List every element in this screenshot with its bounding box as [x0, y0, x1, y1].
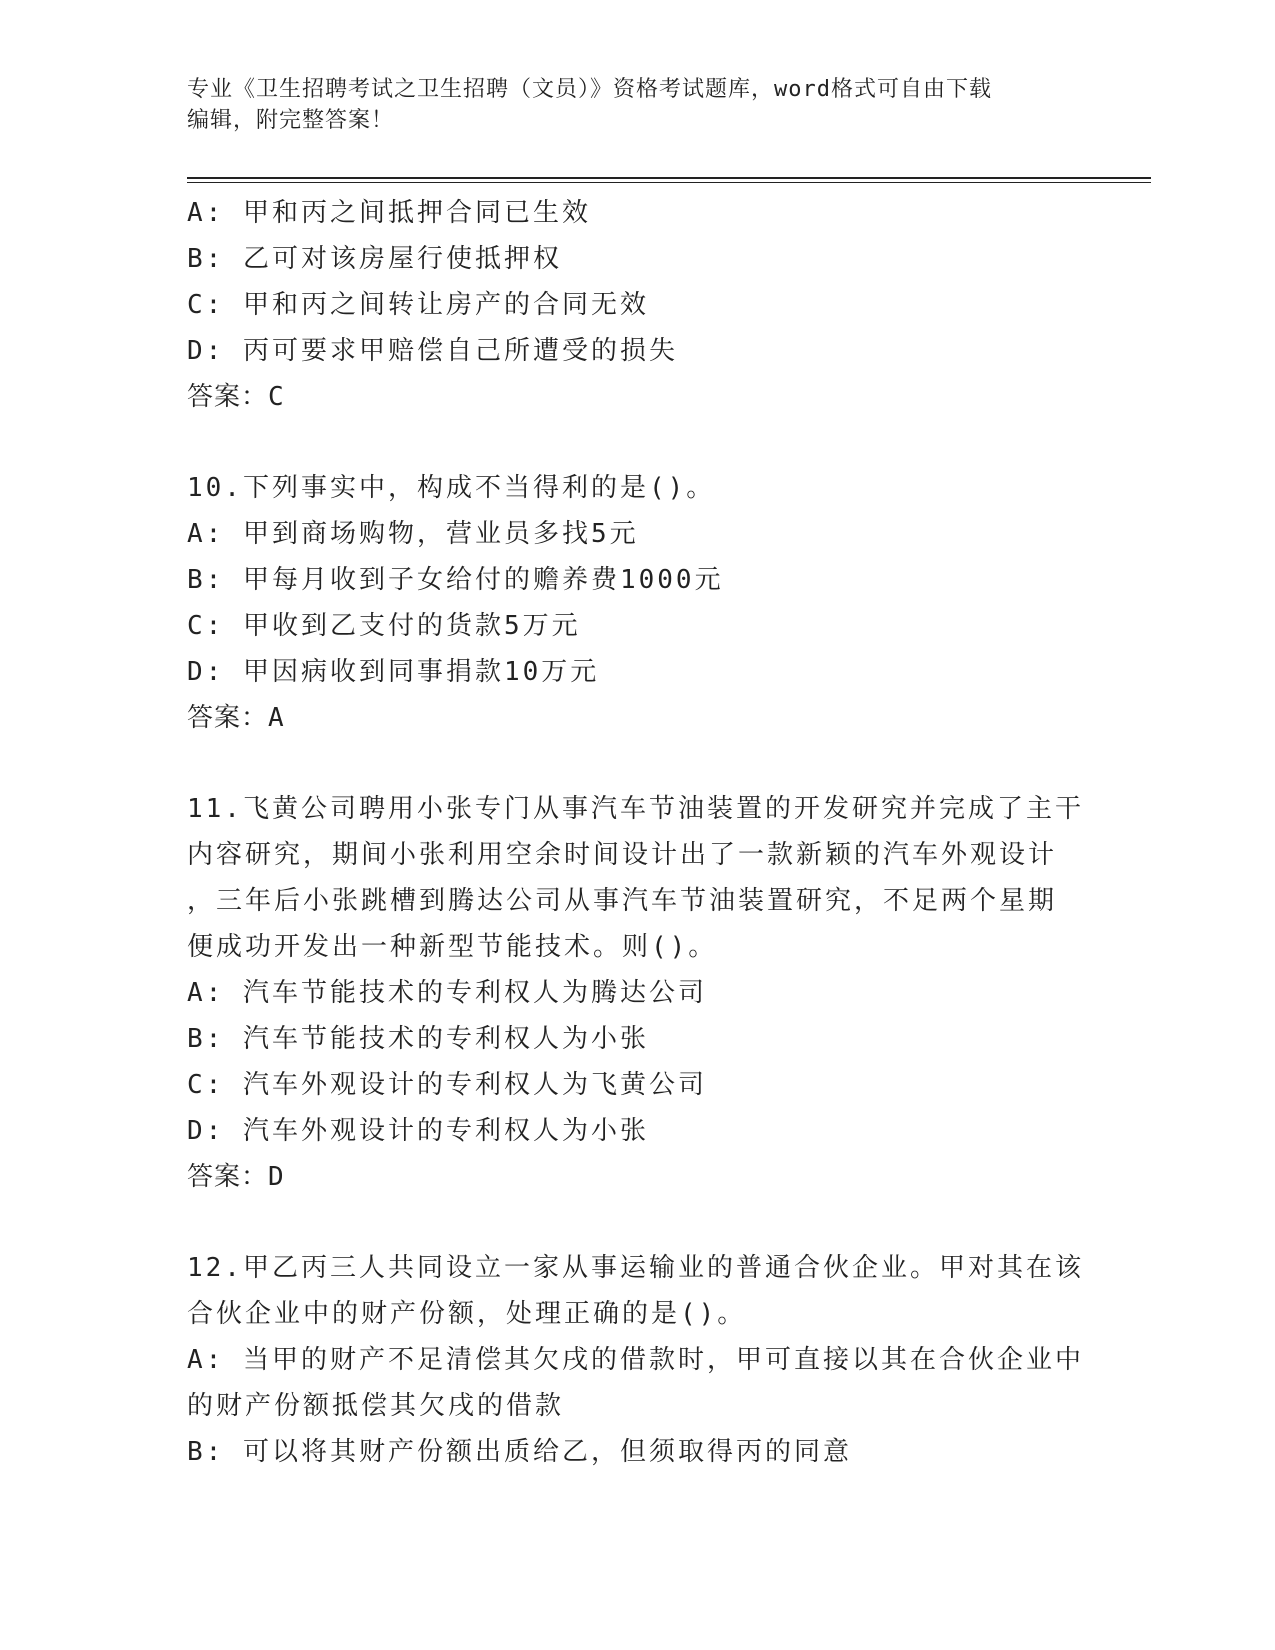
question-stem-line: 合伙企业中的财产份额，处理正确的是()。	[187, 1299, 747, 1329]
option-b: B: 甲每月收到子女给付的赡养费1000元	[187, 565, 724, 595]
option-c: C: 甲收到乙支付的货款5万元	[187, 611, 581, 641]
option-a: A: 当甲的财产不足清偿其欠戌的借款时，甲可直接以其在合伙企业中	[187, 1345, 1084, 1375]
document-header	[187, 74, 1087, 136]
option-b: B: 乙可对该房屋行使抵押权	[187, 244, 562, 274]
answer: 答案：D	[187, 1162, 285, 1192]
option-c: C: 甲和丙之间转让房产的合同无效	[187, 290, 649, 320]
option-c: C: 汽车外观设计的专利权人为飞黄公司	[187, 1070, 707, 1100]
option-a: A: 甲和丙之间抵押合同已生效	[187, 198, 591, 228]
option-b: B: 可以将其财产份额出质给乙，但须取得丙的同意	[187, 1437, 852, 1467]
question-stem-line: 11.飞黄公司聘用小张专门从事汽车节油装置的开发研究并完成了主干	[187, 794, 1084, 824]
question-9	[187, 190, 1087, 420]
question-stem: 10.下列事实中，构成不当得利的是()。	[187, 473, 716, 503]
option-d: D: 丙可要求甲赔偿自己所遭受的损失	[187, 336, 678, 366]
question-10	[187, 465, 1087, 741]
answer: 答案：C	[187, 382, 285, 412]
header-line-1: 专业《卫生招聘考试之卫生招聘（文员）》资格考试题库，word格式可自由下载	[187, 77, 992, 102]
question-11	[187, 786, 1087, 1200]
option-d: D: 甲因病收到同事捐款10万元	[187, 657, 600, 687]
header-line-2: 编辑，附完整答案！	[187, 108, 395, 133]
option-a-continued: 的财产份额抵偿其欠戌的借款	[187, 1391, 565, 1421]
question-stem-line: 12.甲乙丙三人共同设立一家从事运输业的普通合伙企业。甲对其在该	[187, 1253, 1084, 1283]
question-list	[187, 190, 1087, 1475]
question-stem-line: 便成功开发出一种新型节能技术。则()。	[187, 932, 718, 962]
question-stem-line: ，三年后小张跳槽到腾达公司从事汽车节油装置研究，不足两个星期	[187, 886, 1058, 916]
option-a: A: 甲到商场购物，营业员多找5元	[187, 519, 639, 549]
question-12	[187, 1245, 1087, 1475]
option-d: D: 汽车外观设计的专利权人为小张	[187, 1116, 649, 1146]
question-stem-line: 内容研究，期间小张利用空余时间设计出了一款新颖的汽车外观设计	[187, 840, 1058, 870]
option-a: A: 汽车节能技术的专利权人为腾达公司	[187, 978, 707, 1008]
answer: 答案：A	[187, 703, 285, 733]
header-divider-thick	[187, 177, 1151, 179]
option-b: B: 汽车节能技术的专利权人为小张	[187, 1024, 649, 1054]
header-divider-thin	[187, 182, 1151, 183]
